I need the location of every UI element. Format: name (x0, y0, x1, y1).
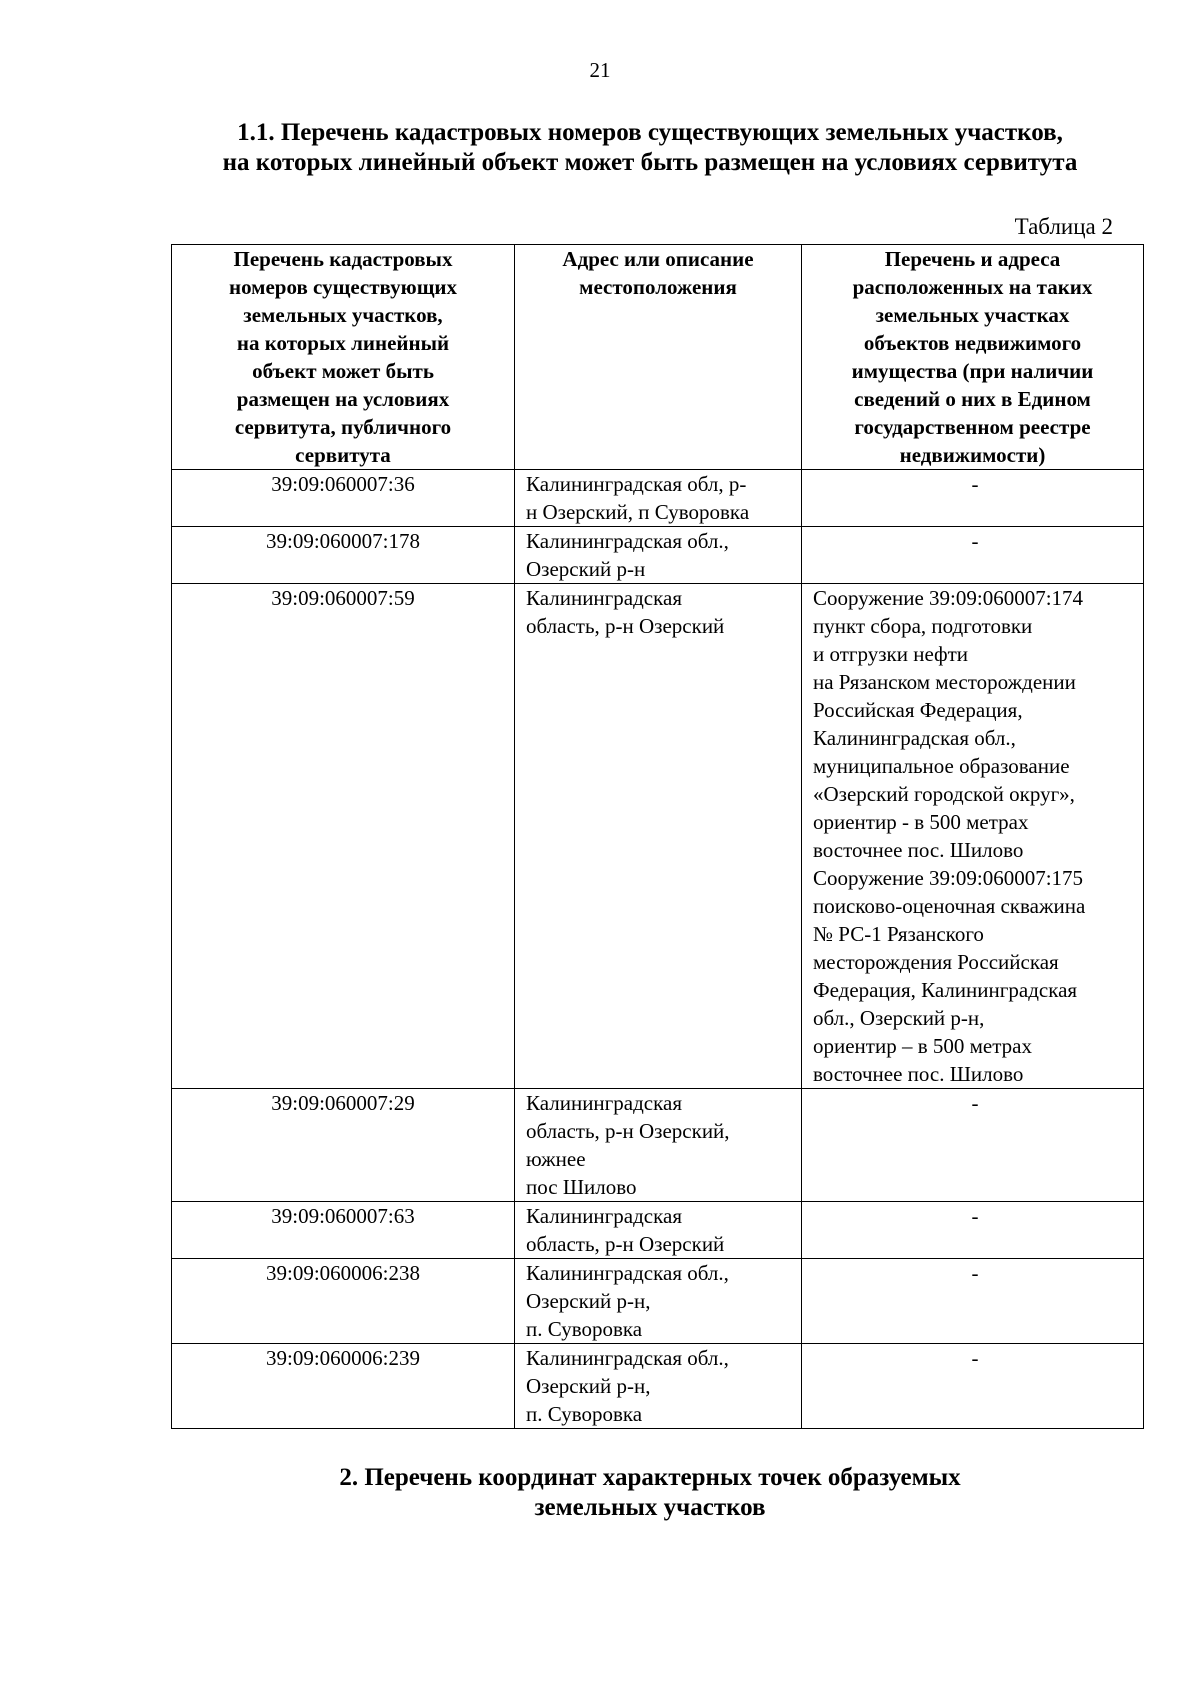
address-line: Калининградская (526, 586, 682, 610)
address-cell (515, 1259, 802, 1344)
address-line: Калининградская (526, 1091, 682, 1115)
object-line: месторождения Российская (813, 950, 1059, 974)
table-row (172, 527, 1144, 584)
object-line: - (971, 472, 979, 496)
header-line: земельных участках (875, 303, 1070, 327)
real-estate-objects-cell (802, 1259, 1144, 1344)
object-line: муниципальное образование (813, 754, 1070, 778)
address-cell (515, 1089, 802, 1202)
table-row (172, 1202, 1144, 1259)
address-cell (515, 527, 802, 584)
address-cell (515, 470, 802, 527)
address-line: южнее (526, 1147, 586, 1171)
address-line: Озерский р-н (526, 557, 646, 581)
address-line: область, р-н Озерский, (526, 1119, 730, 1143)
object-line: восточнее пос. Шилово (813, 838, 1024, 862)
object-line: - (971, 1261, 979, 1285)
address-cell (515, 1202, 802, 1259)
table-header-row (172, 245, 1144, 470)
cadastral-number-cell: 39:09:060007:29 (172, 1089, 515, 1202)
object-line: поисково-оценочная скважина (813, 894, 1086, 918)
section-heading-2 (150, 1463, 1150, 1523)
object-line: - (971, 1091, 979, 1115)
real-estate-objects-cell (802, 1202, 1144, 1259)
address-line: Калининградская обл, р- (526, 472, 747, 496)
table-row (172, 470, 1144, 527)
header-line: Адрес или описание (562, 247, 754, 271)
object-line: Сооружение 39:09:060007:175 (813, 866, 1084, 890)
header-line: сведений о них в Едином (854, 387, 1091, 411)
real-estate-objects-cell (802, 584, 1144, 1089)
object-line: обл., Озерский р-н, (813, 1006, 985, 1030)
address-line: пос Шилово (526, 1175, 637, 1199)
real-estate-objects-cell (802, 470, 1144, 527)
object-line: - (971, 1204, 979, 1228)
cadastral-number-cell: 39:09:060006:238 (172, 1259, 515, 1344)
header-line: местоположения (579, 275, 737, 299)
address-line: Озерский р-н, (526, 1289, 651, 1313)
address-line: Калининградская (526, 1204, 682, 1228)
page-number: 21 (589, 58, 611, 82)
table-row (172, 1259, 1144, 1344)
address-cell (515, 1344, 802, 1429)
cadastral-number-cell: 39:09:060007:59 (172, 584, 515, 1089)
header-line: недвижимости) (899, 443, 1046, 467)
heading-line: земельных участков (534, 1494, 766, 1521)
cadastral-number-cell: 39:09:060007:36 (172, 470, 515, 527)
address-line: область, р-н Озерский (526, 1232, 725, 1256)
header-line: размещен на условиях (236, 387, 450, 411)
object-line: восточнее пос. Шилово (813, 1062, 1024, 1086)
object-line: Федерация, Калининградская (813, 978, 1078, 1002)
object-line: ориентир – в 500 метрах (813, 1034, 1032, 1058)
header-line: расположенных на таких (852, 275, 1093, 299)
address-line: Калининградская обл., (526, 1346, 729, 1370)
real-estate-objects-cell (802, 1344, 1144, 1429)
object-line: и отгрузки нефти (813, 642, 969, 666)
header-line: государственном реестре (854, 415, 1091, 439)
cadastral-number-cell: 39:09:060006:239 (172, 1344, 515, 1429)
servitude-table (171, 244, 1144, 1429)
heading-line: 1.1. Перечень кадастровых номеров существующих земельных участков, (237, 119, 1063, 146)
header-line: имущества (при наличии (851, 359, 1094, 383)
header-line: Перечень и адреса (884, 247, 1061, 271)
header-cadastral-numbers (172, 245, 515, 470)
heading-line: на которых линейный объект может быть размещен на условиях сервитута (222, 149, 1078, 176)
address-line: н Озерский, п Суворовка (526, 500, 750, 524)
real-estate-objects-cell (802, 1089, 1144, 1202)
object-line: «Озерский городской округ», (813, 782, 1075, 806)
header-real-estate-objects (802, 245, 1144, 470)
object-line: Калининградская обл., (813, 726, 1016, 750)
address-line: Калининградская обл., (526, 1261, 729, 1285)
header-line: сервитута (295, 443, 391, 467)
table-caption: Таблица 2 (1014, 214, 1113, 239)
address-line: Калининградская обл., (526, 529, 729, 553)
table-row (172, 1089, 1144, 1202)
address-line: Озерский р-н, (526, 1374, 651, 1398)
header-line: объектов недвижимого (863, 331, 1082, 355)
address-cell (515, 584, 802, 1089)
object-line: пункт сбора, подготовки (813, 614, 1033, 638)
table-row (172, 1344, 1144, 1429)
header-line: номеров существующих (228, 275, 458, 299)
header-line: земельных участков, (243, 303, 443, 327)
object-line: № РС-1 Рязанского (813, 922, 984, 946)
section-heading-1-1 (150, 118, 1150, 178)
header-line: сервитута, публичного (234, 415, 452, 439)
real-estate-objects-cell (802, 527, 1144, 584)
object-line: на Рязанском месторождении (813, 670, 1076, 694)
table-body (172, 470, 1144, 1429)
object-line: ориентир - в 500 метрах (813, 810, 1029, 834)
address-line: п. Суворовка (526, 1402, 643, 1426)
header-line: на которых линейный (236, 331, 450, 355)
table-row (172, 584, 1144, 1089)
object-line: - (971, 529, 979, 553)
address-line: п. Суворовка (526, 1317, 643, 1341)
object-line: Сооружение 39:09:060007:174 (813, 586, 1084, 610)
cadastral-number-cell: 39:09:060007:63 (172, 1202, 515, 1259)
object-line: - (971, 1346, 979, 1370)
header-address (515, 245, 802, 470)
heading-line: 2. Перечень координат характерных точек образуемых (339, 1464, 961, 1491)
address-line: область, р-н Озерский (526, 614, 725, 638)
header-line: объект может быть (252, 359, 434, 383)
cadastral-number-cell: 39:09:060007:178 (172, 527, 515, 584)
object-line: Российская Федерация, (813, 698, 1023, 722)
header-line: Перечень кадастровых (233, 247, 453, 271)
